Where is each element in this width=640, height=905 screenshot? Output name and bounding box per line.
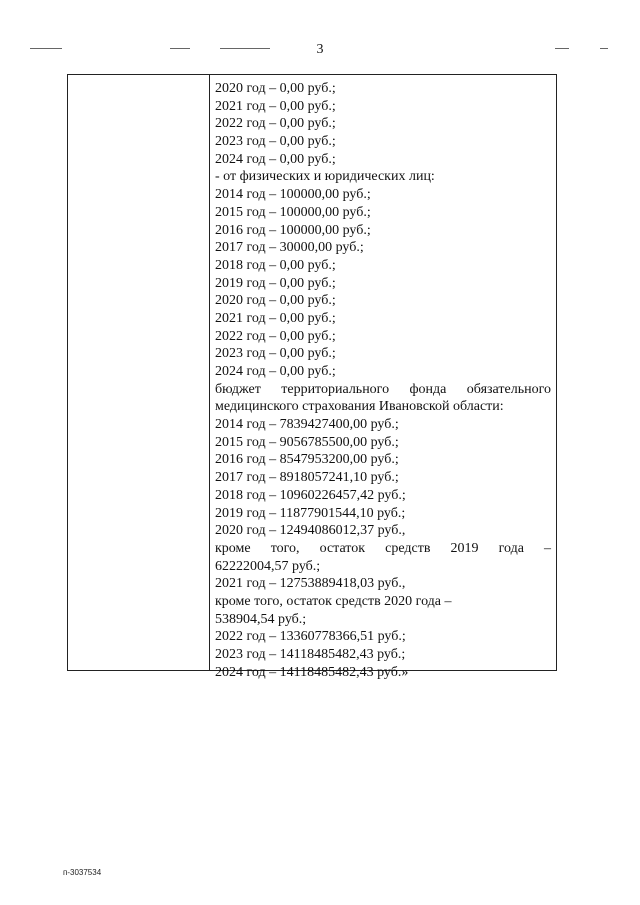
remainder-word: того, — [270, 540, 300, 556]
fund-line: 2020 год – 12494086012,37 руб., — [215, 523, 406, 539]
remainder-word: кроме — [215, 540, 251, 556]
fund-heading-word: фонда — [409, 381, 447, 397]
remainder-word: средств — [385, 540, 431, 556]
fund-heading-word: обязательного — [466, 381, 551, 397]
fund-heading-word: территориального — [281, 381, 390, 397]
fund-heading-word: бюджет — [215, 381, 261, 397]
fund-line: 2014 год – 7839427400,00 руб.; — [215, 417, 399, 433]
remainder-2019-amount: 62222004,57 руб.; — [215, 558, 321, 574]
fund-heading-line2: медицинского страхования Ивановской области: — [215, 399, 504, 415]
text-line: 2020 год – 0,00 руб.; — [215, 81, 336, 96]
text-line: 2024 год – 0,00 руб.; — [215, 364, 336, 379]
fund-line: 2017 год – 8918057241,10 руб.; — [215, 470, 399, 486]
fund-line: 2018 год – 10960226457,42 руб.; — [215, 487, 406, 503]
fund-heading-line1 — [215, 381, 551, 399]
fund-line: 2015 год – 9056785500,00 руб.; — [215, 434, 399, 450]
page-number: 3 — [316, 42, 324, 57]
fund-line: 2022 год – 13360778366,51 руб.; — [215, 629, 406, 645]
fund-line: 2023 год – 14118485482,43 руб.; — [215, 647, 406, 662]
fund-line-2021: 2021 год – 12753889418,03 руб., — [215, 576, 406, 592]
remainder-word: 2019 — [450, 540, 479, 556]
text-line: 2017 год – 30000,00 руб.; — [215, 240, 364, 256]
remainder-2019-line — [215, 540, 551, 558]
text-line: 2022 год – 0,00 руб.; — [215, 328, 336, 344]
text-line: 2023 год – 0,00 руб.; — [215, 346, 336, 362]
fund-line: 2016 год – 8547953200,00 руб.; — [215, 452, 399, 468]
remainder-word: – — [544, 540, 551, 556]
text-line: 2023 год – 0,00 руб.; — [215, 134, 336, 150]
text-line: 2014 год – 100000,00 руб.; — [215, 187, 371, 203]
text-line: 2024 год – 0,00 руб.; — [215, 151, 336, 167]
text-line: 2020 год – 0,00 руб.; — [215, 293, 336, 309]
text-line: 2021 год – 0,00 руб.; — [215, 310, 336, 326]
section-heading-individuals: - от физических и юридических лиц: — [215, 169, 435, 185]
table-left-column — [68, 75, 210, 670]
remainder-word: года — [498, 540, 524, 556]
document-code: п-3037534 — [63, 868, 102, 877]
text-line: 2022 год – 0,00 руб.; — [215, 116, 336, 132]
remainder-2020-amount: 538904,54 руб.; — [215, 611, 307, 627]
text-line: 2021 год – 0,00 руб.; — [215, 98, 336, 114]
fund-line: 2024 год – 14118485482,43 руб.» — [215, 664, 409, 680]
remainder-word: остаток — [319, 540, 366, 556]
fund-line: 2019 год – 11877901544,10 руб.; — [215, 505, 406, 521]
text-line: 2018 год – 0,00 руб.; — [215, 257, 336, 273]
text-line: 2015 год – 100000,00 руб.; — [215, 204, 371, 220]
text-line: 2016 год – 100000,00 руб.; — [215, 222, 371, 238]
table-right-column — [211, 80, 554, 681]
document-table — [67, 74, 557, 680]
text-line: 2019 год – 0,00 руб.; — [215, 275, 336, 291]
remainder-2020-line: кроме того, остаток средств 2020 года – — [215, 593, 452, 609]
